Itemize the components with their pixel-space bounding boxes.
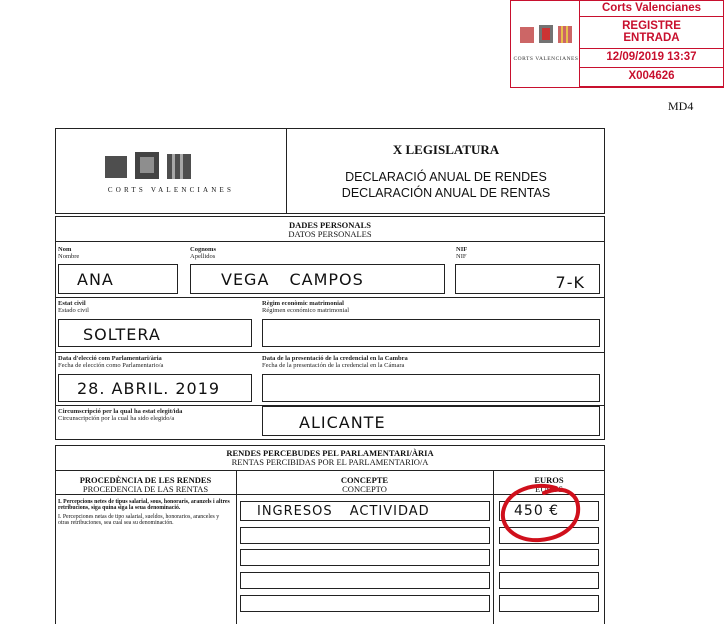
declaration-title-es: DECLARACIÓN ANUAL DE RENTAS [341, 186, 551, 200]
stamp-register-line1: REGISTRE [622, 20, 681, 32]
nif-value: 7-K [555, 273, 585, 292]
name-value: ANA [77, 270, 114, 289]
header-logo-cell [55, 128, 287, 214]
constituency-field[interactable] [262, 406, 600, 436]
credential-date-field[interactable] [262, 374, 600, 402]
stamp-register-line2: ENTRADA [623, 32, 680, 44]
coat-of-arms-icon [103, 150, 193, 182]
col-euros-header-es: EUROS [535, 484, 563, 494]
constituency-value: ALICANTE [299, 413, 386, 432]
col-source-header [55, 476, 236, 494]
registry-stamp [510, 0, 724, 88]
election-date-value: 28. ABRIL. 2019 [77, 379, 221, 398]
election-date-label [58, 355, 163, 369]
constituency-label-es: Circunscripción por la cual ha sido elegido/a [58, 415, 175, 422]
euros-field[interactable] [499, 549, 599, 566]
constituency-label [58, 408, 182, 422]
regime-label-val: Règim econòmic matrimonial [262, 300, 344, 307]
credential-date-value [263, 375, 599, 379]
col-concept-header-val: CONCEPTE [340, 475, 389, 485]
divider [55, 297, 605, 298]
legislature-title: X LEGISLATURA [392, 142, 500, 157]
surname-label [190, 246, 216, 260]
civil-status-label-es: Estado civil [58, 307, 89, 314]
surname-value: VEGA CAMPOS [221, 270, 364, 289]
credential-date-label [262, 355, 408, 369]
declaration-title-val: DECLARACIÓ ANUAL DE RENDES [345, 170, 547, 184]
civil-status-label-val: Estat civil [58, 300, 86, 307]
constituency-label-val: Circumscripció per la qual ha estat elegit/ida [58, 408, 183, 415]
nif-field[interactable] [455, 264, 600, 294]
regime-field[interactable] [262, 319, 600, 347]
surname-field[interactable] [190, 264, 445, 294]
income-header [55, 445, 605, 471]
name-field[interactable] [58, 264, 178, 294]
civil-status-field[interactable] [58, 319, 252, 347]
stamp-logo [511, 1, 581, 87]
name-label [58, 246, 79, 260]
concept-value: INGRESOS ACTIVIDAD [257, 504, 430, 519]
concept-field[interactable] [240, 595, 490, 612]
civil-status-label [58, 300, 89, 314]
stamp-register [579, 17, 724, 49]
stamp-cells [579, 1, 724, 87]
divider [55, 352, 605, 353]
election-date-field[interactable] [58, 374, 252, 402]
coat-of-arms-icon [519, 23, 573, 47]
form-code: MD4 [668, 99, 694, 113]
euros-value: 450 € [514, 503, 560, 519]
col-concept-header-es: CONCEPTO [342, 484, 387, 494]
name-label-es: Nombre [58, 253, 80, 260]
election-date-label-val: Data d'elecció com Parlamentari/ària [58, 355, 162, 362]
surname-label-es: Apellidos [190, 253, 216, 260]
col-euros-header-val: EUROS [534, 475, 564, 485]
stamp-institution: Corts Valencianes [579, 1, 724, 17]
euros-field[interactable] [499, 595, 599, 612]
regime-label [262, 300, 349, 314]
regime-label-es: Régimen económico matrimonial [262, 307, 350, 314]
nif-label-val: NIF [456, 246, 468, 253]
income-title-es: RENTAS PERCIBIDAS POR EL PARLAMENTARIO/A [231, 457, 429, 467]
concept-field[interactable] [240, 549, 490, 566]
source-description [58, 499, 230, 527]
header-logo-caption: CORTS VALENCIANES [107, 186, 235, 194]
civil-status-value: SOLTERA [83, 325, 161, 344]
concept-field[interactable] [240, 527, 490, 544]
nif-label-es: NIF [456, 253, 467, 260]
name-label-val: Nom [58, 246, 72, 253]
concept-field[interactable] [240, 572, 490, 589]
personal-data-title-es: DATOS PERSONALES [288, 229, 372, 239]
credential-date-label-es: Fecha de la presentación de la credencial en la Cámara [262, 362, 405, 369]
col-source-header-es: PROCEDENCIA DE LAS RENTAS [82, 484, 209, 494]
source-description-es: I. Percepciones netas de tipo salarial, sueldos, honorarios, aranceles y otras retribuciones, sea cual sea su denominación. [58, 513, 220, 527]
nif-label [456, 246, 467, 260]
highlight-circle [494, 478, 590, 550]
col-source-header-val: PROCEDÈNCIA DE LES RENDES [79, 475, 212, 485]
credential-date-label-val: Data de la presentació de la credencial en la Cambra [262, 355, 408, 362]
col-concept-header [236, 476, 493, 494]
stamp-datetime: 12/09/2019 13:37 [579, 49, 724, 68]
income-title-val: RENDES PERCEBUDES PEL PARLAMENTARI/ÀRIA [226, 448, 434, 458]
election-date-label-es: Fecha de elección como Parlamentario/a [58, 362, 164, 369]
euros-field[interactable] [499, 572, 599, 589]
source-description-val: I. Percepcions netes de tipus salarial, sous, honoraris, aranzels i altres retribucions, siga quina siga la seua denominació. [58, 499, 230, 512]
surname-label-val: Cognoms [190, 246, 217, 253]
regime-value [263, 320, 599, 325]
personal-data-header [55, 216, 605, 242]
concept-field[interactable] [240, 501, 490, 521]
stamp-logo-caption: CORTS VALENCIANES [513, 56, 579, 62]
personal-data-title-val: DADES PERSONALS [289, 220, 371, 230]
stamp-number: X004626 [579, 68, 724, 87]
